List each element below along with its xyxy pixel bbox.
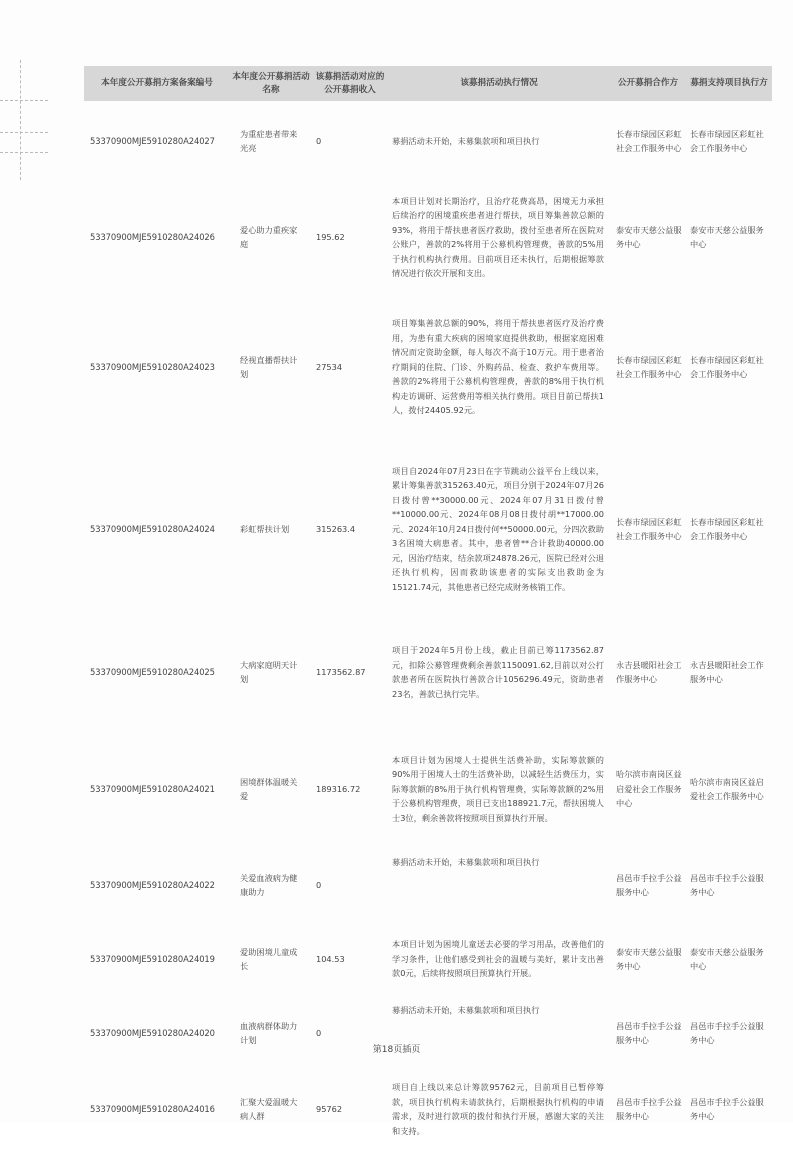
cell-execution-status: 本项目计划对长期治疗，且治疗花费高昂，困境无力承担后续治疗的困境重疾患者进行帮扶，项目筹集善款总额的93%，将用于帮扶患者医疗救助，拨付至患者所在医院对公账户，善款的2%将用于公募机构管理费，善款的5%用于执行机构执行费用。目前项目还未执行，后期根据筹款情况进行依次开展和支出。	[392, 195, 604, 278]
cell-partner: 长春市绿园区彩虹社会工作服务中心	[616, 516, 682, 541]
cell-income: 27534	[316, 361, 343, 372]
cell-income: 104.53	[316, 953, 345, 964]
cell-execution-status: 项目筹集善款总额的90%，将用于帮扶患者医疗及治疗费用，为患有重大疾病的困境家庭提供救助，根据家庭困难情况而定资助金额，每人每次不高于10万元。用于患者治疗期间的住院、门诊、外购药品、检查、救护车费用等。善款的2%将用于公募机构管理费，善款的8%用于执行机构走访调研、运营费用等相关执行费用。项目目前已帮扶1人，拨付24405.92元。	[392, 318, 604, 416]
cell-executor: 哈尔滨市南岗区益启爱社会工作服务中心	[690, 776, 764, 801]
cell-partner: 泰安市天慈公益服务中心	[616, 946, 682, 971]
cell-execution-status: 项目自2024年07月23日在字节跳动公益平台上线以来，累计筹集善款315263.40元，项目分别于2024年07月26日拨付曾**30000.00元、2024年07月31日拨付曾**10000.00元、2024年08月08日拨付胡**17000.00元、2024年10月24日拨付何**50000.00元，分四次救助3名困境大病患者。其中，患者曾**合计救助40000.00元，因治疗结束，结余款项24878.26元，医院已经对公退还执行机构，因而救助该患者的实际支出救助金为15121.74元，其他患者已经完成财务核销工作。	[392, 465, 604, 592]
table-row	[84, 293, 772, 441]
cell-filing-code: 53370900MJE5910280A24019	[90, 953, 215, 964]
crop-mark-line	[0, 152, 48, 153]
cell-partner: 长春市绿园区彩虹社会工作服务中心	[616, 354, 682, 379]
cell-income: 95762	[316, 1103, 343, 1114]
cell-partner: 长春市绿园区彩虹社会工作服务中心	[616, 128, 682, 153]
cell-activity-name: 困境群体温暖关爱	[240, 776, 298, 801]
cell-partner: 泰安市天慈公益服务中心	[616, 224, 682, 249]
table-row	[84, 617, 772, 727]
cell-execution-status: 本项目计划为困境儿童送去必要的学习用品，改善他们的学习条件，让他们感受到社会的温暖与美好，累计支出善款0元，后续将按照项目预算执行开展。	[392, 939, 604, 979]
crop-mark-line	[20, 60, 21, 180]
cell-filing-code: 53370900MJE5910280A24027	[90, 135, 215, 146]
header-income: 该募捐活动对应的公开募捐收入	[315, 71, 385, 95]
page-footer-label: 第18页插页	[372, 1045, 421, 1055]
cell-filing-code: 53370900MJE5910280A24020	[90, 1027, 215, 1038]
table-row	[84, 1067, 772, 1151]
cell-activity-name: 汇聚大爱温暖大病人群	[240, 1096, 298, 1121]
header-filing-code: 本年度公开募捐方案备案编号	[101, 78, 213, 88]
cell-income: 0	[316, 135, 322, 146]
fundraising-table	[84, 66, 772, 1151]
cell-income: 0	[316, 1027, 322, 1038]
table-row	[84, 101, 772, 181]
cell-partner: 哈尔滨市南岗区益启爱社会工作服务中心	[616, 769, 682, 809]
cell-filing-code: 53370900MJE5910280A24021	[90, 783, 215, 794]
header-partner: 公开募捐合作方	[617, 78, 679, 88]
cell-executor: 昌邑市手拉手公益服务中心	[690, 872, 764, 897]
table-row	[84, 851, 772, 919]
cell-execution-status: 项目自上线以来总计筹款95762元，目前项目已暂停筹款，项目执行机构未请款执行，后期根据执行机构的申请需求，及时进行款项的拨付和执行开展，感谢大家的关注和支持。	[392, 1082, 604, 1136]
cell-filing-code: 53370900MJE5910280A24016	[90, 1103, 215, 1114]
header-executor: 募捐支持项目执行方	[690, 78, 768, 88]
cell-income: 1173562.87	[316, 666, 366, 677]
cell-executor: 长春市绿园区彩虹社会工作服务中心	[690, 354, 764, 379]
cell-filing-code: 53370900MJE5910280A24023	[90, 361, 215, 372]
table-header-row	[84, 66, 772, 101]
cell-execution-status: 项目于2024年5月份上线，截止目前已筹1173562.87元，扣除公募管理费剩余善款1150091.62,目前以对公打款患者所在医院执行善款合计1056296.49元，资助患者23名，善款已执行完毕。	[392, 645, 604, 699]
cell-partner: 永吉县暖阳社会工作服务中心	[616, 659, 682, 684]
table-row	[84, 441, 772, 617]
cell-executor: 昌邑市手拉手公益服务中心	[690, 1020, 764, 1045]
cell-income: 315263.4	[316, 523, 356, 534]
crop-mark-line	[0, 100, 48, 101]
header-execution-status: 该募捐活动执行情况	[460, 78, 538, 88]
table-row	[84, 919, 772, 999]
table-row	[84, 181, 772, 293]
cell-partner: 昌邑市手拉手公益服务中心	[616, 1020, 682, 1045]
cell-filing-code: 53370900MJE5910280A24026	[90, 231, 215, 242]
cell-activity-name: 大病家庭明天计划	[240, 659, 298, 684]
table-row	[84, 999, 772, 1067]
cell-execution-status: 募捐活动未开始，未募集款项和项目执行	[392, 135, 540, 146]
cell-execution-status: 募捐活动未开始，未募集款项和项目执行	[392, 1005, 540, 1015]
cell-activity-name: 爱助困境儿童成长	[240, 946, 298, 971]
cell-activity-name: 经视直播帮扶计划	[240, 354, 298, 379]
cell-execution-status: 募捐活动未开始，未募集款项和项目执行	[392, 857, 540, 867]
cell-filing-code: 53370900MJE5910280A24022	[90, 879, 215, 890]
table-row	[84, 727, 772, 851]
cell-activity-name: 彩虹帮扶计划	[240, 523, 290, 534]
cell-executor: 昌邑市手拉手公益服务中心	[690, 1096, 764, 1121]
cell-income: 189316.72	[316, 783, 361, 794]
crop-mark-line	[0, 132, 48, 133]
cell-activity-name: 关爱血液病为健康助力	[240, 872, 298, 897]
cell-activity-name: 血液病群体助力计划	[240, 1020, 298, 1045]
cell-executor: 长春市绿园区彩虹社会工作服务中心	[690, 128, 764, 153]
cell-executor: 永吉县暖阳社会工作服务中心	[690, 659, 764, 684]
cell-filing-code: 53370900MJE5910280A24025	[90, 666, 215, 677]
cell-executor: 泰安市天慈公益服务中心	[690, 224, 764, 249]
cell-filing-code: 53370900MJE5910280A24024	[90, 523, 215, 534]
cell-partner: 昌邑市手拉手公益服务中心	[616, 872, 682, 897]
cell-executor: 长春市绿园区彩虹社会工作服务中心	[690, 516, 764, 541]
cell-execution-status: 本项目计划为困境人士提供生活费补助，实际筹款额的90%用于困境人士的生活费补助，以减轻生活费压力，实际筹款额的8%用于执行机构管理费，实际筹款额的2%用于公募机构管理费，项目已支出188921.7元，帮扶困境人士3位，剩余善款将按照项目预算执行开展。	[392, 754, 604, 823]
cell-activity-name: 为重症患者带来光亮	[240, 128, 298, 153]
cell-executor: 泰安市天慈公益服务中心	[690, 946, 764, 971]
cell-income: 0	[316, 879, 322, 890]
cell-income: 195.62	[316, 231, 345, 242]
margin-crop-marks	[0, 60, 48, 180]
header-activity-name: 本年度公开募捐活动名称	[232, 71, 310, 95]
cell-partner: 昌邑市手拉手公益服务中心	[616, 1096, 682, 1121]
cell-activity-name: 爱心助力重疾家庭	[240, 224, 298, 249]
